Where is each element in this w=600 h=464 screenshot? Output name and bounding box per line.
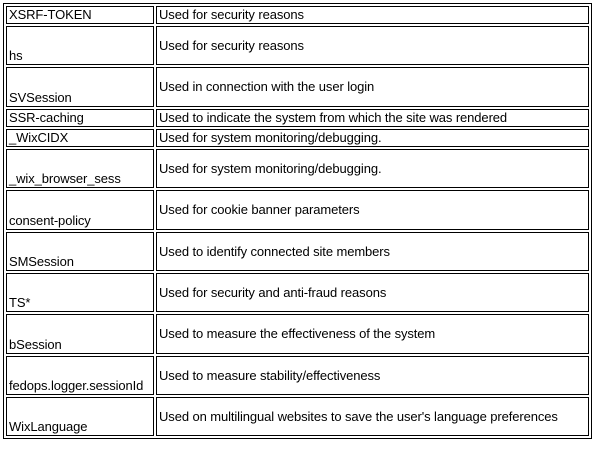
cookie-purpose: Used for security reasons bbox=[156, 6, 589, 24]
cookie-purpose: Used for security and anti-fraud reasons bbox=[156, 273, 589, 312]
table-row bbox=[6, 109, 589, 127]
table-row bbox=[6, 26, 589, 65]
table-row bbox=[6, 314, 589, 354]
cookie-purpose: Used for cookie banner parameters bbox=[156, 190, 589, 230]
cookie-name: TS* bbox=[6, 273, 154, 312]
cookie-purpose: Used to measure the effectiveness of the system bbox=[156, 314, 589, 354]
table-row bbox=[6, 6, 589, 24]
cookie-name: fedops.logger.sessionId bbox=[6, 356, 154, 395]
cookie-name: bSession bbox=[6, 314, 154, 354]
cookie-name: _wix_browser_sess bbox=[6, 149, 154, 188]
cookie-name: hs bbox=[6, 26, 154, 65]
cookie-table bbox=[3, 3, 592, 439]
table-row bbox=[6, 356, 589, 395]
cookie-name: SMSession bbox=[6, 232, 154, 271]
table-row bbox=[6, 232, 589, 271]
cookie-purpose: Used for system monitoring/debugging. bbox=[156, 149, 589, 188]
cookie-purpose: Used for system monitoring/debugging. bbox=[156, 129, 589, 147]
table-row bbox=[6, 397, 589, 436]
table-row bbox=[6, 149, 589, 188]
cookie-purpose: Used for security reasons bbox=[156, 26, 589, 65]
cookie-purpose: Used in connection with the user login bbox=[156, 67, 589, 107]
cookie-purpose: Used on multilingual websites to save the user's language preferences bbox=[156, 397, 589, 436]
cookie-purpose: Used to indicate the system from which the site was rendered bbox=[156, 109, 589, 127]
table-row bbox=[6, 129, 589, 147]
cookie-name: _WixCIDX bbox=[6, 129, 154, 147]
table-row bbox=[6, 273, 589, 312]
cookie-name: WixLanguage bbox=[6, 397, 154, 436]
cookie-purpose: Used to identify connected site members bbox=[156, 232, 589, 271]
cookie-name: XSRF-TOKEN bbox=[6, 6, 154, 24]
table-row bbox=[6, 67, 589, 107]
cookie-name: consent-policy bbox=[6, 190, 154, 230]
cookie-name: SSR-caching bbox=[6, 109, 154, 127]
cookie-name: SVSession bbox=[6, 67, 154, 107]
table-row bbox=[6, 190, 589, 230]
cookie-purpose: Used to measure stability/effectiveness bbox=[156, 356, 589, 395]
